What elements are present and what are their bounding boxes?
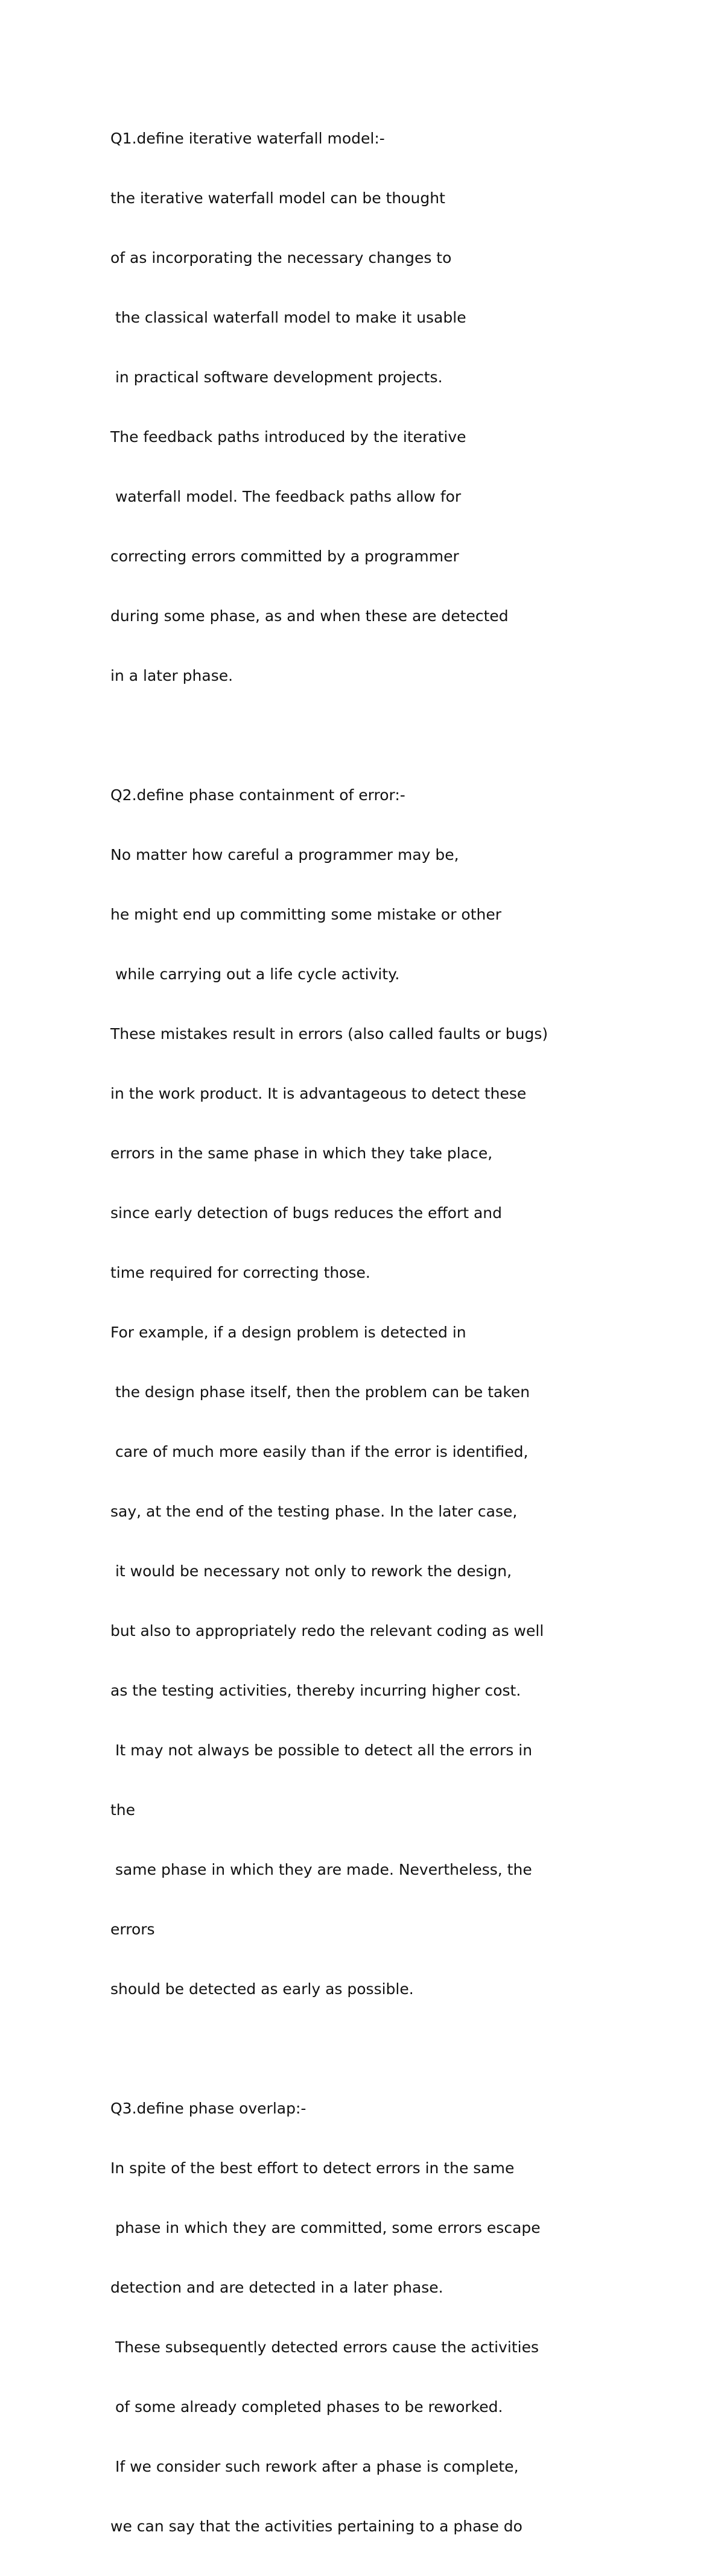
- document-body: [110, 89, 653, 2576]
- answer-line: the: [110, 1801, 136, 1819]
- answer-line: should be detected as early as possible.: [110, 1980, 414, 1998]
- answer-line: the iterative waterfall model can be thought: [110, 189, 445, 207]
- question-heading: Q3.define phase overlap:-: [110, 2100, 306, 2117]
- blank-line: [110, 725, 653, 745]
- answer-line: but also to appropriately redo the relevant coding as well: [110, 1622, 544, 1640]
- answer-line: we can say that the activities pertaining to a phase do: [110, 2518, 522, 2535]
- answer-line: of some already completed phases to be reworked.: [110, 2398, 503, 2416]
- answer-line: errors: [110, 1921, 155, 1938]
- answer-line: For example, if a design problem is detected in: [110, 1324, 466, 1341]
- answer-line: correcting errors committed by a programmer: [110, 548, 459, 565]
- answer-line: phase in which they are committed, some errors escape: [110, 2219, 541, 2237]
- answer-line: No matter how careful a programmer may be,: [110, 846, 459, 863]
- answer-line: say, at the end of the testing phase. In the later case,: [110, 1503, 518, 1520]
- answer-line: If we consider such rework after a phase is complete,: [110, 2458, 519, 2475]
- question-heading: Q1.define iterative waterfall model:-: [110, 130, 385, 147]
- answer-line: of as incorporating the necessary changes to: [110, 249, 452, 267]
- answer-line: waterfall model. The feedback paths allow for: [110, 488, 462, 505]
- answer-line: while carrying out a life cycle activity.: [110, 965, 400, 983]
- answer-line: the design phase itself, then the problem can be taken: [110, 1383, 530, 1401]
- answer-line: in practical software development projects.: [110, 368, 443, 386]
- answer-line: in a later phase.: [110, 667, 233, 684]
- question-heading: Q2.define phase containment of error:-: [110, 786, 405, 804]
- answer-line: It may not always be possible to detect all the errors in: [110, 1741, 533, 1759]
- answer-line: in the work product. It is advantageous to detect these: [110, 1085, 527, 1102]
- answer-line: detection and are detected in a later phase.: [110, 2279, 443, 2296]
- answer-line: it would be necessary not only to rework the design,: [110, 1562, 512, 1580]
- answer-line: The feedback paths introduced by the iterative: [110, 428, 466, 446]
- answer-line: he might end up committing some mistake or other: [110, 906, 502, 923]
- answer-line: care of much more easily than if the error is identified,: [110, 1443, 529, 1460]
- blank-line: [110, 2039, 653, 2059]
- answer-line: time required for correcting those.: [110, 1264, 370, 1281]
- answer-line: errors in the same phase in which they take place,: [110, 1144, 493, 1162]
- answer-line: the classical waterfall model to make it usable: [110, 309, 466, 326]
- answer-line: These subsequently detected errors cause the activities: [110, 2338, 539, 2356]
- answer-line: since early detection of bugs reduces the effort and: [110, 1204, 503, 1222]
- answer-line: same phase in which they are made. Nevertheless, the: [110, 1861, 532, 1878]
- answer-line: during some phase, as and when these are detected: [110, 607, 509, 625]
- answer-line: as the testing activities, thereby incurring higher cost.: [110, 1682, 521, 1699]
- answer-line: These mistakes result in errors (also called faults or bugs): [110, 1025, 548, 1043]
- answer-line: In spite of the best effort to detect errors in the same: [110, 2159, 515, 2177]
